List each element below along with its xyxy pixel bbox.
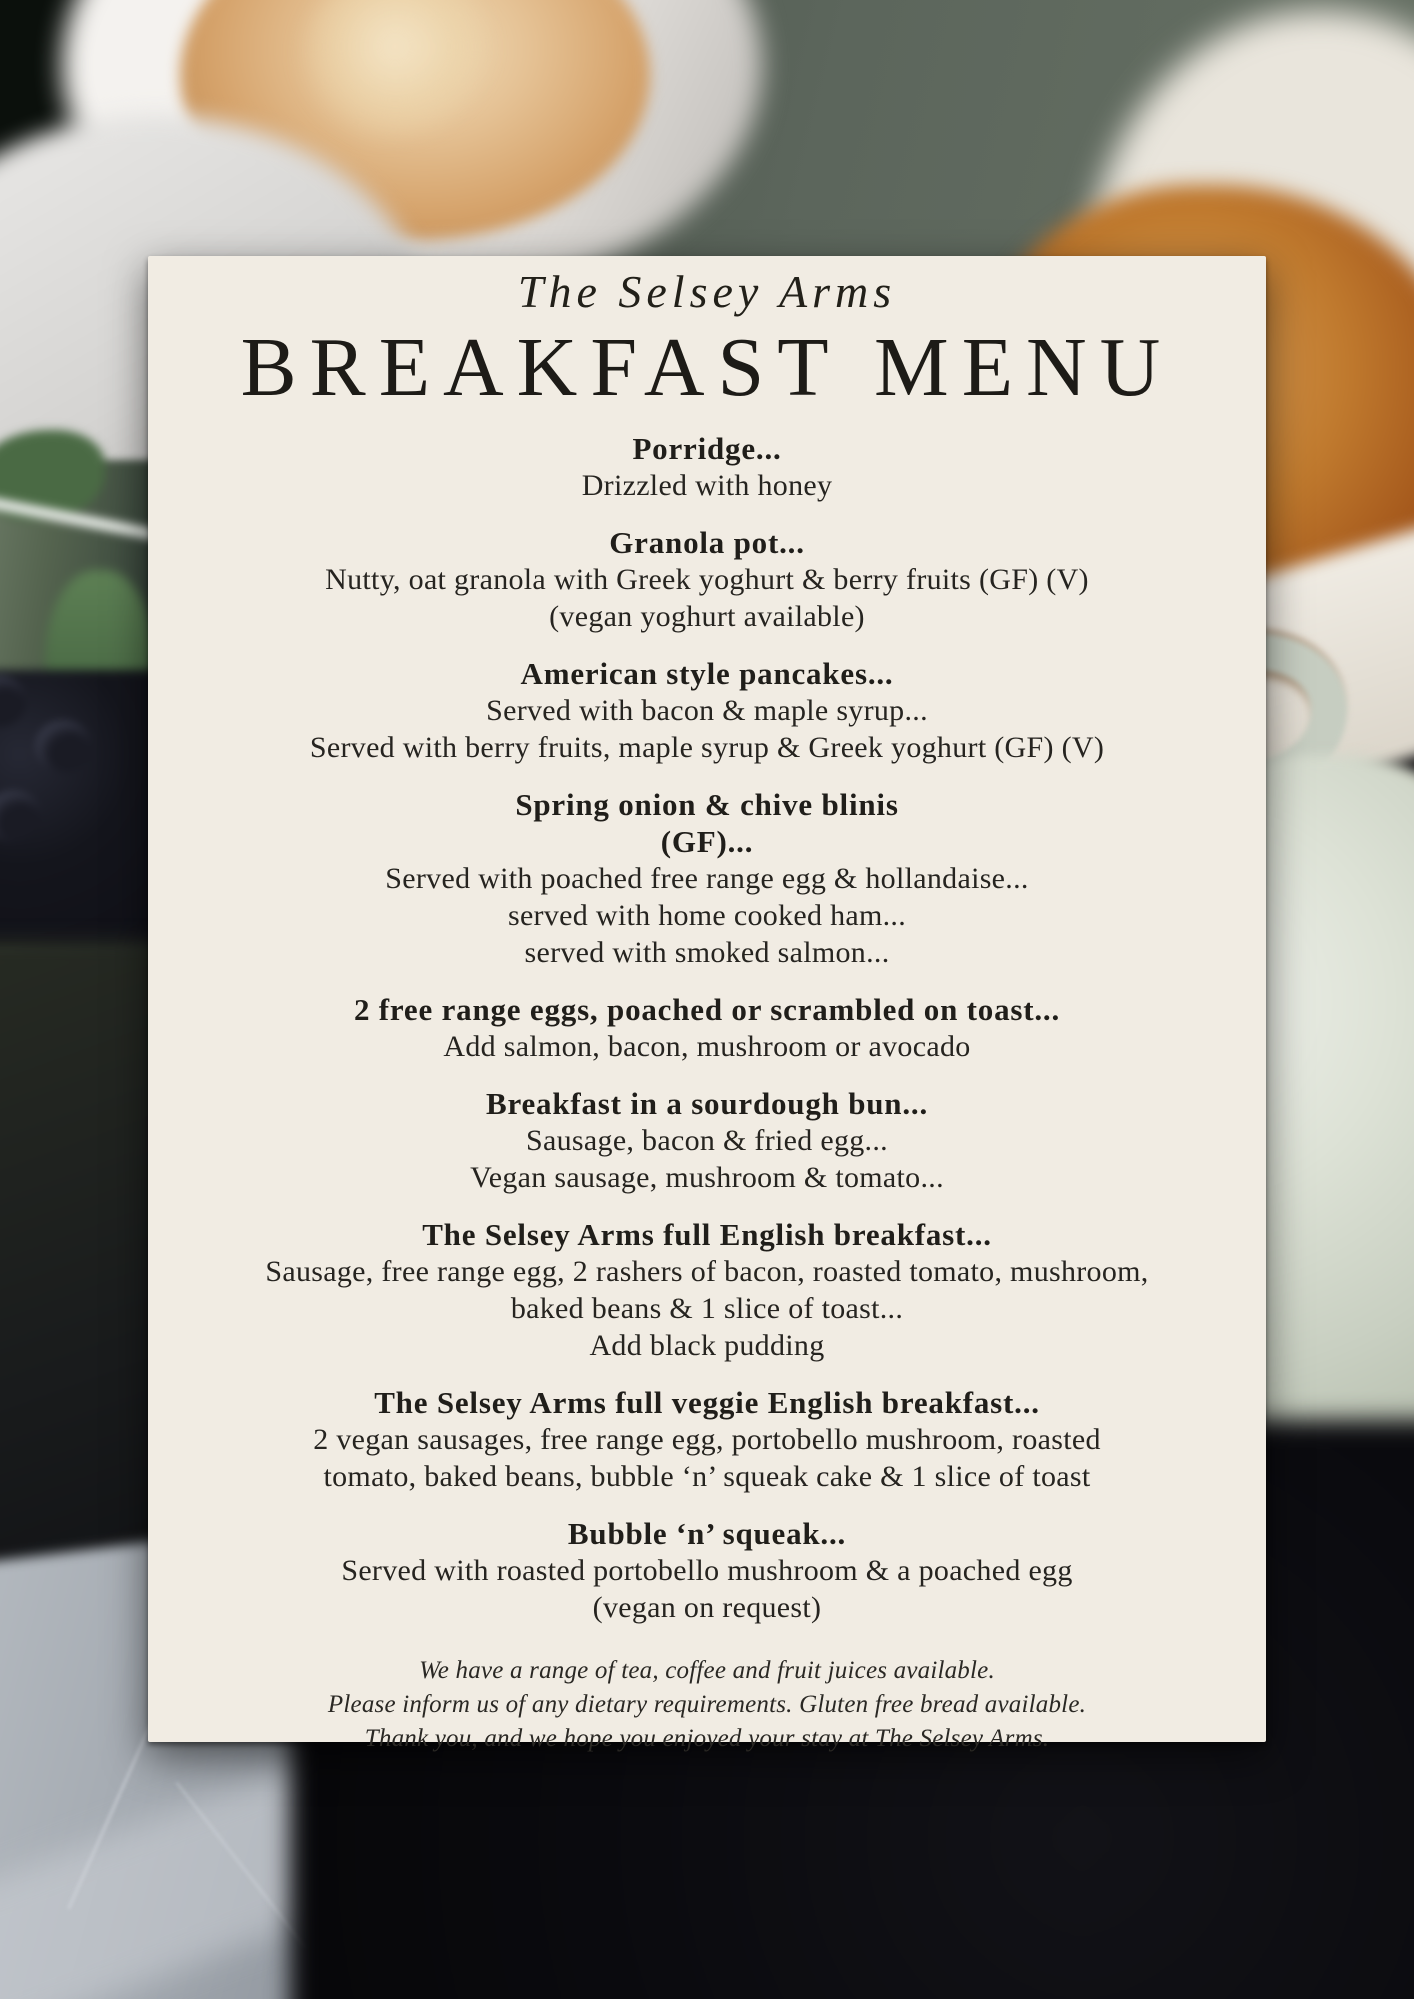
menu-footer <box>172 1654 1242 1756</box>
menu-item-name: Bubble ‘n’ squeak... <box>567 1516 847 1551</box>
menu-item-description: served with home cooked ham... <box>507 899 907 932</box>
menu-item-name: Porridge... <box>632 431 782 466</box>
menu-item-description: 2 vegan sausages, free range egg, portobello mushroom, roasted <box>313 1423 1101 1456</box>
menu-item-description: Served with roasted portobello mushroom & a poached egg <box>341 1554 1073 1587</box>
menu-item-description: (vegan yoghurt available) <box>549 600 865 633</box>
menu-section <box>172 1384 1242 1495</box>
menu-section <box>172 655 1242 766</box>
venue-name: The Selsey Arms <box>517 266 897 317</box>
menu-item-name: Granola pot... <box>609 525 805 560</box>
menu-item-description: served with smoked salmon... <box>524 936 890 969</box>
footer-note: We have a range of tea, coffee and fruit juices available. <box>419 1657 995 1684</box>
menu-item-description: Drizzled with honey <box>581 469 833 502</box>
menu-item-name: The Selsey Arms full veggie English breakfast... <box>374 1385 1040 1420</box>
menu-section <box>172 1515 1242 1626</box>
menu-item-description: Served with bacon & maple syrup... <box>486 694 928 727</box>
blackberry <box>35 720 91 772</box>
menu-item-name: Breakfast in a sourdough bun... <box>486 1086 928 1121</box>
footer-note: Thank you, and we hope you enjoyed your stay at The Selsey Arms. <box>364 1725 1050 1752</box>
berry-glass-photo <box>0 420 170 1000</box>
menu-item-description: Served with poached free range egg & hollandaise... <box>385 862 1029 895</box>
menu-item-description: Add black pudding <box>589 1329 825 1362</box>
menu-item-name: Spring onion & chive blinis <box>515 787 899 822</box>
menu-item-name: American style pancakes... <box>520 656 894 691</box>
menu-section <box>172 430 1242 504</box>
menu-item-name: 2 free range eggs, poached or scrambled on toast... <box>353 992 1061 1027</box>
menu-item-description: Sausage, free range egg, 2 rashers of bacon, roasted tomato, mushroom, <box>265 1255 1149 1288</box>
menu-sections <box>172 430 1242 1626</box>
menu-item-description: Nutty, oat granola with Greek yoghurt & berry fruits (GF) (V) <box>325 563 1089 596</box>
menu-item-description: Vegan sausage, mushroom & tomato... <box>470 1161 944 1194</box>
menu-item-description: (vegan on request) <box>592 1591 822 1624</box>
menu-section <box>172 991 1242 1065</box>
page-title: BREAKFAST MENU <box>240 321 1174 414</box>
footer-note: Please inform us of any dietary requirements. Gluten free bread available. <box>327 1691 1087 1718</box>
menu-item-description: Add salmon, bacon, mushroom or avocado <box>443 1030 971 1063</box>
menu-item-name: The Selsey Arms full English breakfast... <box>422 1217 992 1252</box>
menu-section <box>172 786 1242 971</box>
menu-section <box>172 1085 1242 1196</box>
menu-item-description: Served with berry fruits, maple syrup & Greek yoghurt (GF) (V) <box>309 731 1105 764</box>
menu-item-description: baked beans & 1 slice of toast... <box>510 1292 904 1325</box>
menu-item-description: tomato, baked beans, bubble ‘n’ squeak cake & 1 slice of toast <box>323 1460 1091 1493</box>
menu-item-name: (GF)... <box>660 824 754 859</box>
menu-section <box>172 1216 1242 1364</box>
menu-item-description: Sausage, bacon & fried egg... <box>526 1124 888 1157</box>
menu-card <box>148 256 1266 1752</box>
menu-section <box>172 524 1242 635</box>
